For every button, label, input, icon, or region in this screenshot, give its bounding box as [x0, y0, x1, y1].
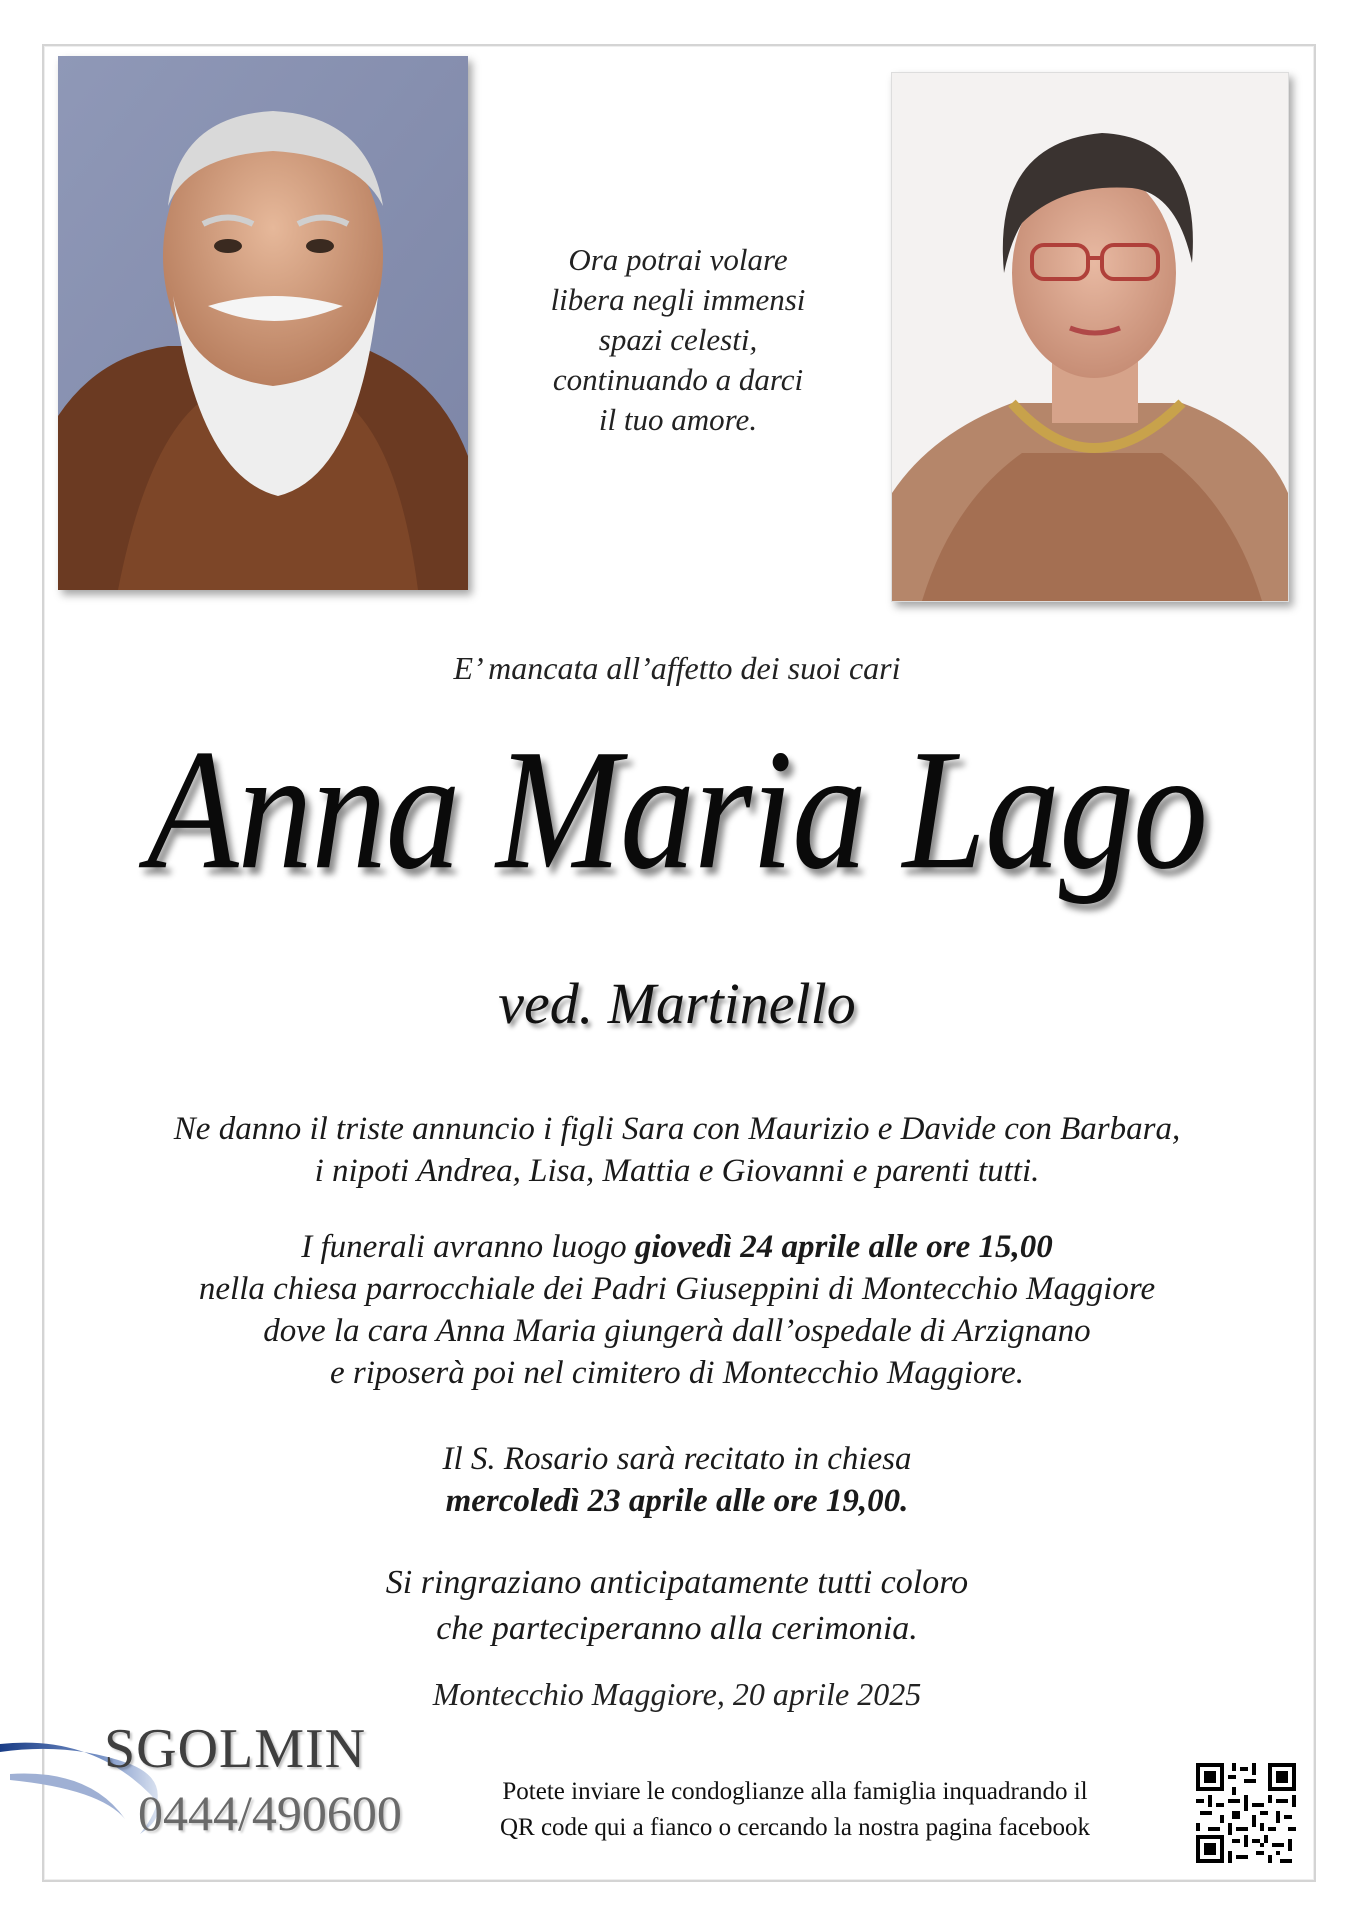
company-logo-text: SGOLMIN	[104, 1718, 367, 1780]
thanks-line: che parteciperanno alla cerimonia.	[436, 1610, 918, 1647]
poem-line: libera negli immensi	[550, 282, 806, 317]
funeral-intro: I funerali avranno luogo	[301, 1229, 635, 1265]
condolences-note	[430, 1774, 1160, 1846]
poem-line: continuando a darci	[552, 362, 804, 397]
thanks-line: Si ringraziano anticipatamente tutti coloro	[385, 1564, 969, 1601]
company-phone: 0444/490600	[138, 1785, 402, 1841]
deceased-portrait-image	[891, 72, 1289, 602]
poem-line: spazi celesti,	[598, 322, 758, 357]
deceased-name: Anna Maria Lago	[146, 714, 1208, 906]
place-date: Montecchio Maggiore, 20 aprile 2025	[432, 1676, 922, 1712]
poem-line: Ora potrai volare	[568, 242, 788, 277]
funeral-line: dove la cara Anna Maria giungerà dall’ospedale di Arzignano	[263, 1313, 1091, 1349]
memorial-poem	[488, 240, 868, 440]
announcement-line: i nipoti Andrea, Lisa, Mattia e Giovanni e parenti tutti.	[314, 1153, 1040, 1189]
condolences-line: QR code qui a fianco o cercando la nostra pagina facebook	[499, 1814, 1091, 1841]
thanks-paragraph	[0, 1560, 1354, 1652]
rosary-paragraph	[0, 1438, 1354, 1522]
rosary-date-time: mercoledì 23 aprile alle ore 19,00.	[445, 1483, 909, 1519]
saint-portrait-image	[58, 56, 468, 590]
funeral-line: e riposerà poi nel cimitero di Montecchio Maggiore.	[329, 1355, 1025, 1391]
poem-line: il tuo amore.	[598, 402, 758, 437]
announcement-paragraph	[0, 1108, 1354, 1192]
funeral-line: nella chiesa parrocchiale dei Padri Giuseppini di Montecchio Maggiore	[198, 1271, 1156, 1307]
funeral-paragraph	[0, 1226, 1354, 1394]
qr-code-icon[interactable]	[1196, 1763, 1296, 1863]
funeral-date-time: giovedì 24 aprile alle ore 15,00	[634, 1229, 1053, 1265]
widow-of-text: ved. Martinello	[498, 971, 856, 1036]
intro-text: E’ mancata all’affetto dei suoi cari	[453, 650, 901, 686]
announcement-line: Ne danno il triste annuncio i figli Sara con Maurizio e Davide con Barbara,	[173, 1111, 1181, 1147]
rosary-line: Il S. Rosario sarà recitato in chiesa	[442, 1441, 912, 1477]
condolences-line: Potete inviare le condoglianze alla famiglia inquadrando il	[502, 1778, 1088, 1805]
funeral-line	[0, 1226, 1354, 1268]
